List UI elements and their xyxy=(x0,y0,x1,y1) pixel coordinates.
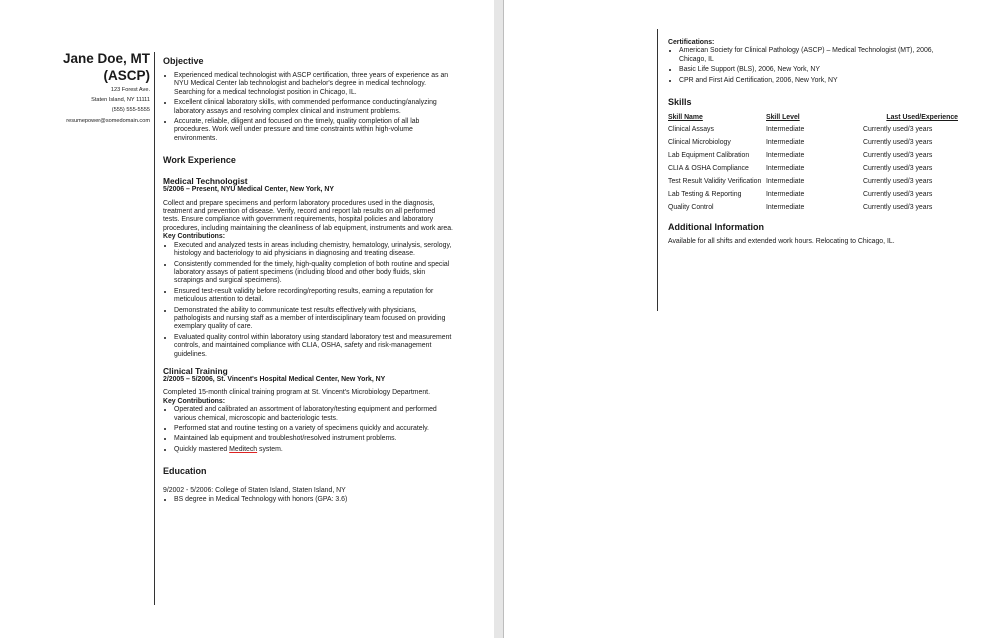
col-skill-name: Skill Name xyxy=(668,114,703,122)
job2-contributions xyxy=(163,406,453,454)
resume-page-1 xyxy=(0,0,495,638)
skill-level: Intermediate xyxy=(766,139,805,147)
table-row xyxy=(668,126,958,139)
skill-name: Clinical Microbiology xyxy=(668,139,731,147)
candidate-name: Jane Doe, MT xyxy=(62,51,150,66)
table-row xyxy=(668,178,958,191)
col-last-used: Last Used/Experience xyxy=(886,114,958,122)
skill-last-used: Currently used/3 years xyxy=(863,178,933,186)
skill-name: CLIA & OSHA Compliance xyxy=(668,165,749,173)
item-prefix: Quickly mastered xyxy=(174,445,230,453)
skill-last-used: Currently used/3 years xyxy=(863,126,933,134)
vertical-divider xyxy=(154,52,155,605)
list-item: • Consistently commended for the timely, high-quality completion of both routine and special laboratory assays of patient specimens (including blood and other body fluids, skin scrapings and surgical specimens). xyxy=(174,261,453,286)
job1-contributions xyxy=(163,242,453,359)
objective-heading: Objective xyxy=(163,56,204,66)
item-suffix: system. xyxy=(257,445,283,453)
main-column xyxy=(163,56,453,506)
skill-last-used: Currently used/3 years xyxy=(863,139,933,147)
job-title: Medical Technologist xyxy=(163,176,248,187)
page-gap xyxy=(494,0,503,638)
list-item: • Ensured test-result validity before recording/reporting results, earning a reputation for meticulous attention to detail. xyxy=(174,288,453,305)
key-contributions-label: Key Contributions: xyxy=(163,233,226,241)
skill-level: Intermediate xyxy=(766,178,805,186)
candidate-credential: (ASCP) xyxy=(103,68,150,83)
certifications-list xyxy=(668,47,958,85)
skill-name: Test Result Validity Verification xyxy=(668,178,762,186)
list-item: • Maintained lab equipment and troubleshot/resolved instrument problems. xyxy=(174,435,453,443)
education-line: 9/2002 - 5/2006: College of Staten Island, Staten Island, NY xyxy=(163,487,346,495)
resume-page-2 xyxy=(503,0,996,638)
list-item: • CPR and First Aid Certification, 2006, New York, NY xyxy=(679,77,958,85)
work-heading: Work Experience xyxy=(163,155,236,166)
list-item xyxy=(174,446,453,454)
objective-list xyxy=(163,72,453,143)
education-list xyxy=(163,496,453,504)
table-row xyxy=(668,204,958,217)
list-item: • Performed stat and routine testing on a variety of specimens quickly and accurately. xyxy=(174,425,453,433)
address-line-2: Staten Island, NY 11111 xyxy=(91,97,150,104)
main-column xyxy=(668,39,958,246)
skills-heading: Skills xyxy=(668,97,692,108)
phone: (555) 555-5555 xyxy=(111,107,150,114)
skill-last-used: Currently used/3 years xyxy=(863,152,933,160)
skill-level: Intermediate xyxy=(766,152,805,160)
list-item: • Demonstrated the ability to communicate test results effectively with physicians, pathologists and nursing staff as a member of interdisciplinary team focused on providing exemplary quality of care. xyxy=(174,307,453,332)
list-item: • Excellent clinical laboratory skills, with commended performance conducting/analyzing laboratory assays and resolving complex clinical and instrument problems. xyxy=(174,99,453,116)
list-item: • American Society for Clinical Pathology (ASCP) – Medical Technologist (MT), 2006, Chicago, IL xyxy=(679,47,958,64)
col-skill-level: Skill Level xyxy=(766,114,800,122)
list-item: • Evaluated quality control within laboratory using standard laboratory test and measurement controls, and maintained compliance with CLIA, OSHA, safety and risk-management guidelines. xyxy=(174,334,453,359)
skill-level: Intermediate xyxy=(766,191,805,199)
email: resumepower@somedomain.com xyxy=(66,117,150,124)
list-item: • BS degree in Medical Technology with honors (GPA: 3.6) xyxy=(174,496,453,504)
skill-name: Lab Testing & Reporting xyxy=(668,191,742,199)
additional-heading: Additional Information xyxy=(668,222,764,233)
skill-last-used: Currently used/3 years xyxy=(863,204,933,212)
additional-text: Available for all shifts and extended work hours. Relocating to Chicago, IL. xyxy=(668,238,895,246)
address-line-1: 123 Forest Ave. xyxy=(110,87,150,93)
table-row xyxy=(668,191,958,204)
spellcheck-word: Meditech xyxy=(229,445,258,453)
job-description: Collect and prepare specimens and perform laboratory procedures used in the diagnosis, treatment and prevention of disease. Verify, record and report lab results on all performed tests. Ensure compliance with government requirements, hospital policies and laboratory procedures, including maintaining the cleanliness of lab equipment, instruments and work area. xyxy=(163,199,453,232)
table-header-row xyxy=(668,114,958,126)
skill-level: Intermediate xyxy=(766,165,805,173)
job-title: Clinical Training xyxy=(163,365,228,376)
skill-last-used: Currently used/3 years xyxy=(863,165,933,173)
list-item: • Executed and analyzed tests in areas including chemistry, hematology, urinalysis, serology, histology and bacteriology to aid physicians in diagnosing and treating disease. xyxy=(174,242,453,259)
list-item: • Experienced medical technologist with ASCP certification, three years of experience as an NYU Medical Center lab technologist and bachelor's degree in medical technology. Searching for a medical technologist position in Chicago, IL. xyxy=(174,72,453,97)
education-heading: Education xyxy=(163,466,207,477)
skills-table xyxy=(668,114,958,217)
skill-name: Quality Control xyxy=(668,204,714,212)
list-item: • Basic Life Support (BLS), 2006, New York, NY xyxy=(679,66,958,74)
skill-last-used: Currently used/3 years xyxy=(863,191,933,199)
table-row xyxy=(668,139,958,152)
certifications-heading: Certifications: xyxy=(668,39,715,46)
job-description: Completed 15-month clinical training program at St. Vincent's Microbiology Department. xyxy=(163,389,430,397)
skill-level: Intermediate xyxy=(766,126,805,134)
table-row xyxy=(668,165,958,178)
job-dates-org: 2/2005 – 5/2006, St. Vincent's Hospital Medical Center, New York, NY xyxy=(163,375,386,383)
vertical-divider xyxy=(657,29,658,311)
list-item: • Accurate, reliable, diligent and focused on the timely, quality completion of all lab procedures. Work well under pressure and time constraints within high-volume environments. xyxy=(174,118,453,143)
skill-name: Clinical Assays xyxy=(668,126,714,134)
job-dates-org: 5/2006 – Present, NYU Medical Center, New York, NY xyxy=(163,186,334,194)
table-row xyxy=(668,152,958,165)
key-contributions-label: Key Contributions: xyxy=(163,397,226,405)
list-item: • Operated and calibrated an assortment of laboratory/testing equipment and performed various chemical, microscopic and bacteriologic tests. xyxy=(174,406,453,423)
skill-name: Lab Equipment Calibration xyxy=(668,152,750,160)
contact-block xyxy=(20,50,150,125)
skill-level: Intermediate xyxy=(766,204,805,212)
